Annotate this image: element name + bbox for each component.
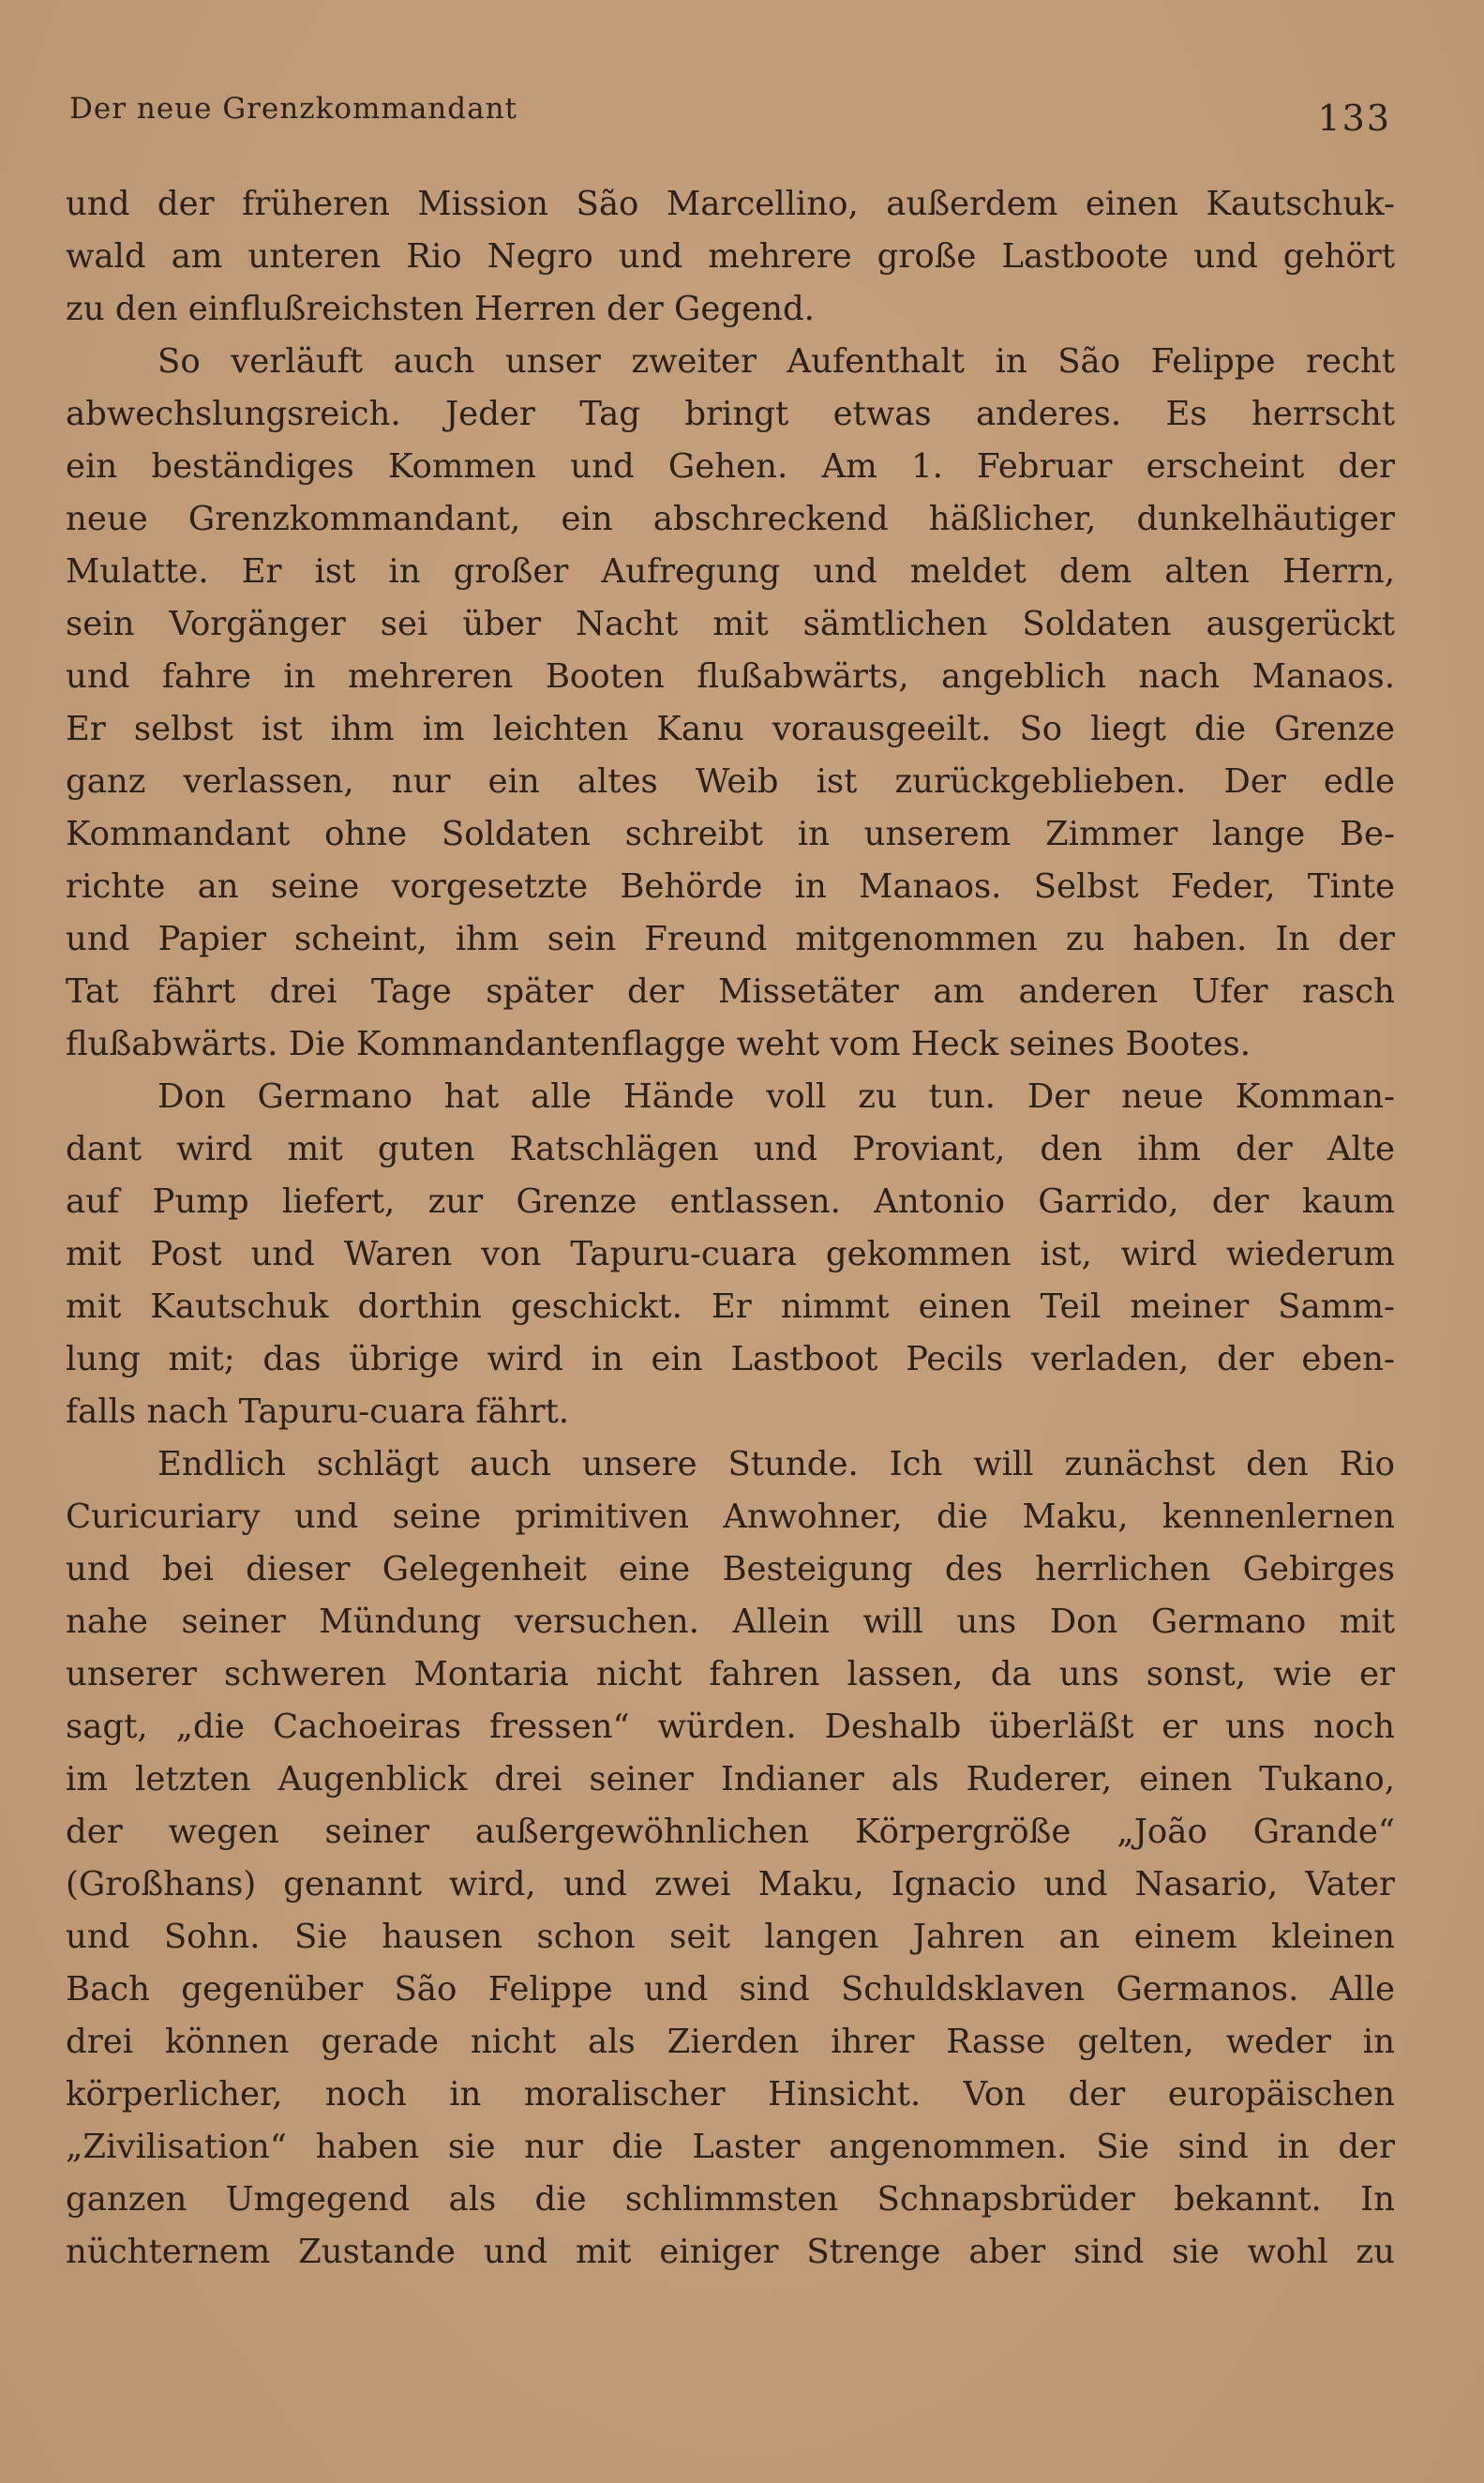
text-line: drei können gerade nicht als Zierden ihrer Rasse gelten, weder in xyxy=(66,2023,1395,2061)
text-line: im letzten Augenblick drei seiner Indianer als Ruderer, einen Tukano, xyxy=(66,1760,1395,1798)
text-line: ganzen Umgegend als die schlimmsten Schnapsbrüder bekannt. In xyxy=(66,2180,1395,2219)
text-line: Don Germano hat alle Hände voll zu tun. Der neue Komman- xyxy=(157,1077,1395,1116)
text-line: Kommandant ohne Soldaten schreibt in unserem Zimmer lange Be- xyxy=(66,815,1395,853)
text-line: mit Kautschuk dorthin geschickt. Er nimmt einen Teil meiner Samm- xyxy=(66,1287,1395,1326)
text-line: und fahre in mehreren Booten flußabwärts, angeblich nach Manaos. xyxy=(66,657,1395,696)
running-title: Der neue Grenzkommandant xyxy=(69,92,518,126)
text-line: ganz verlassen, nur ein altes Weib ist zurückgeblieben. Der edle xyxy=(66,762,1395,801)
text-line: lung mit; das übrige wird in ein Lastboot Pecils verladen, der eben- xyxy=(66,1340,1395,1378)
text-line: flußabwärts. Die Kommandantenflagge weht vom Heck seines Bootes. xyxy=(66,1025,1251,1063)
text-line: Mulatte. Er ist in großer Aufregung und meldet dem alten Herrn, xyxy=(66,552,1395,591)
text-line: sein Vorgänger sei über Nacht mit sämtlichen Soldaten ausgerückt xyxy=(66,605,1395,643)
text-line: und Sohn. Sie hausen schon seit langen Jahren an einem kleinen xyxy=(66,1918,1395,1956)
text-line: sagt, „die Cachoeiras fressen“ würden. Deshalb überläßt er uns noch xyxy=(66,1708,1395,1746)
text-line: richte an seine vorgesetzte Behörde in Manaos. Selbst Feder, Tinte xyxy=(66,867,1395,906)
text-line: nüchternem Zustande und mit einiger Strenge aber sind sie wohl zu xyxy=(66,2233,1395,2271)
text-line: (Großhans) genannt wird, und zwei Maku, Ignacio und Nasario, Vater xyxy=(66,1865,1395,1904)
text-line: Tat fährt drei Tage später der Missetäter am anderen Ufer rasch xyxy=(66,972,1395,1011)
text-line: und bei dieser Gelegenheit eine Besteigung des herrlichen Gebirges xyxy=(66,1550,1395,1588)
text-line: abwechslungsreich. Jeder Tag bringt etwas anderes. Es herrscht xyxy=(66,395,1395,433)
text-line: nahe seiner Mündung versuchen. Allein will uns Don Germano mit xyxy=(66,1603,1395,1641)
text-line: Curicuriary und seine primitiven Anwohner, die Maku, kennenlernen xyxy=(66,1497,1395,1536)
text-line: wald am unteren Rio Negro und mehrere große Lastboote und gehört xyxy=(66,237,1395,276)
text-line: neue Grenzkommandant, ein abschreckend häßlicher, dunkelhäutiger xyxy=(66,500,1395,538)
text-line: dant wird mit guten Ratschlägen und Proviant, den ihm der Alte xyxy=(66,1130,1395,1168)
text-line: Er selbst ist ihm im leichten Kanu vorausgeeilt. So liegt die Grenze xyxy=(66,710,1395,748)
page-number: 133 xyxy=(1317,98,1391,139)
body-text xyxy=(66,178,1395,2279)
text-line: mit Post und Waren von Tapuru-cuara gekommen ist, wird wiederum xyxy=(66,1235,1395,1273)
text-line: So verläuft auch unser zweiter Aufenthalt in São Felippe recht xyxy=(157,342,1395,381)
text-line: und der früheren Mission São Marcellino, außerdem einen Kautschuk- xyxy=(66,185,1395,223)
text-line: falls nach Tapuru-cuara fährt. xyxy=(66,1392,570,1431)
text-line: und Papier scheint, ihm sein Freund mitgenommen zu haben. In der xyxy=(66,920,1395,958)
text-line: ein beständiges Kommen und Gehen. Am 1. Februar erscheint der xyxy=(66,447,1395,486)
text-line: auf Pump liefert, zur Grenze entlassen. Antonio Garrido, der kaum xyxy=(66,1182,1395,1221)
text-line: der wegen seiner außergewöhnlichen Körpergröße „João Grande“ xyxy=(66,1813,1395,1851)
text-line: körperlicher, noch in moralischer Hinsicht. Von der europäischen xyxy=(66,2075,1395,2114)
text-line: Endlich schlägt auch unsere Stunde. Ich will zunächst den Rio xyxy=(157,1445,1395,1483)
text-line: Bach gegenüber São Felippe und sind Schuldsklaven Germanos. Alle xyxy=(66,1970,1395,2009)
text-line: unserer schweren Montaria nicht fahren lassen, da uns sonst, wie er xyxy=(66,1655,1395,1693)
text-line: zu den einflußreichsten Herren der Gegend. xyxy=(66,290,815,328)
text-line: „Zivilisation“ haben sie nur die Laster angenommen. Sie sind in der xyxy=(66,2128,1395,2166)
